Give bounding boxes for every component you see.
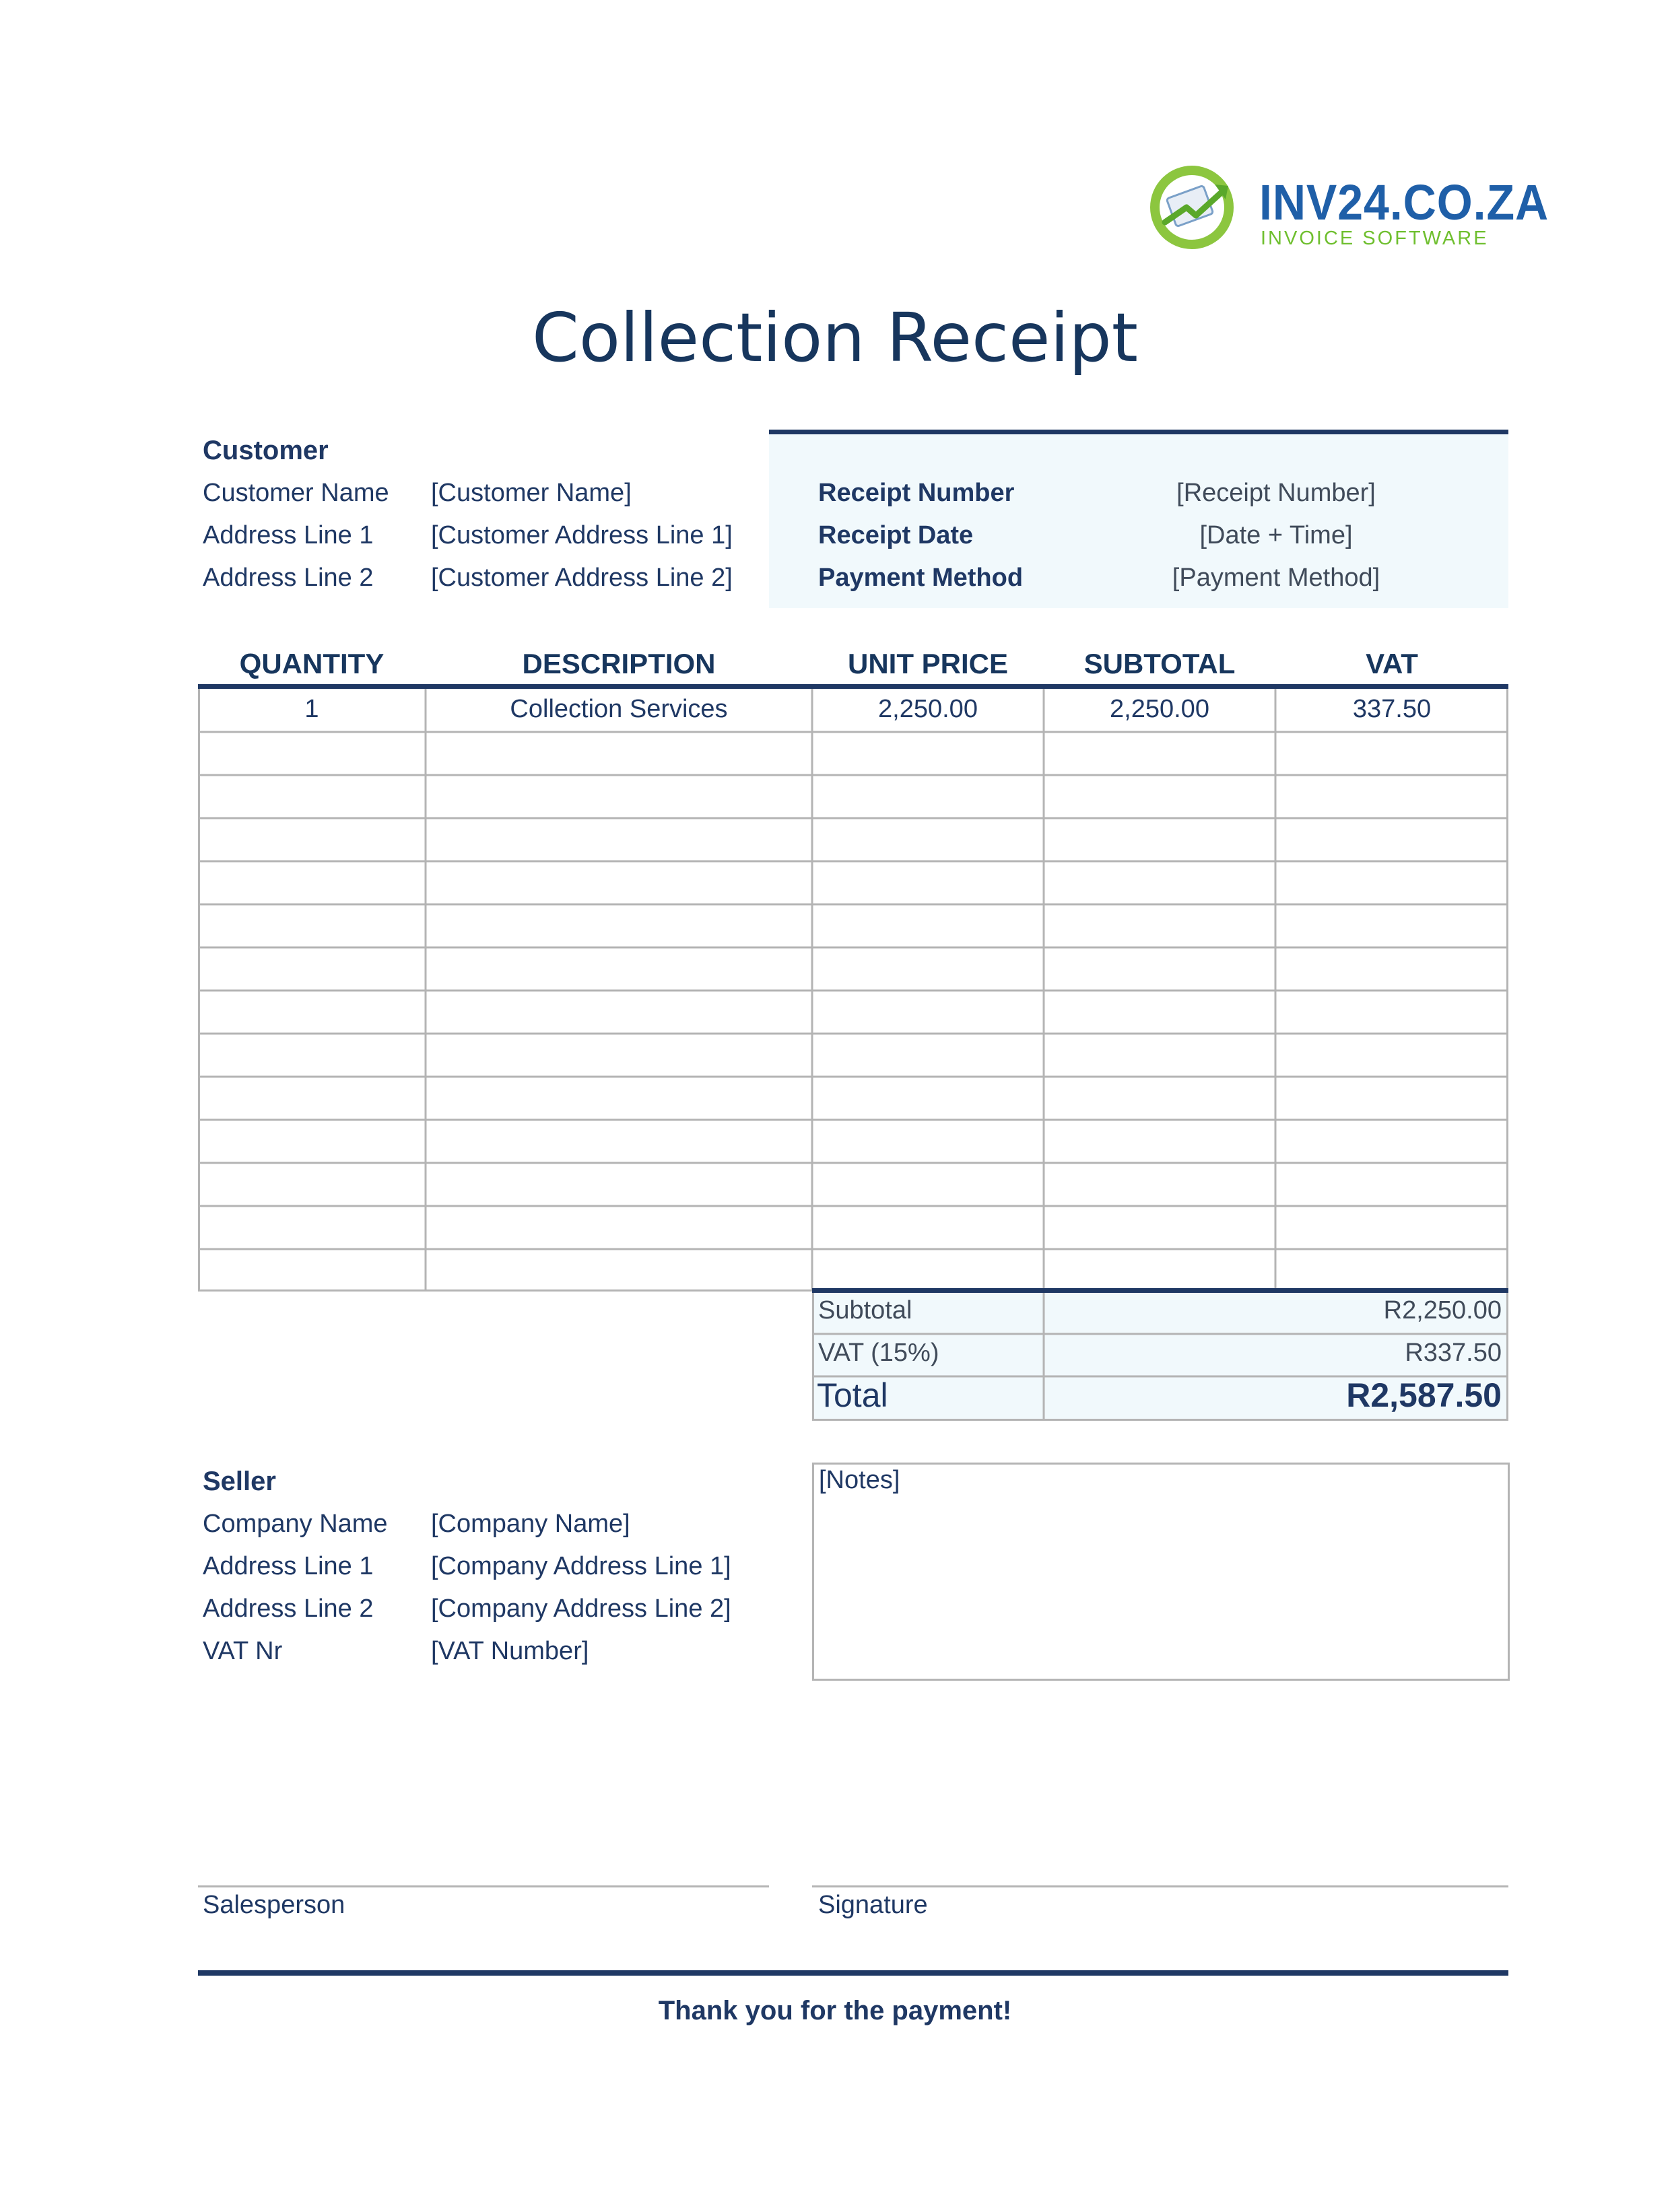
column-header-quantity: QUANTITY: [239, 648, 385, 679]
table-header-rule: [198, 684, 1508, 689]
vat-number-value: [VAT Number]: [431, 1637, 589, 1665]
seller-heading: Seller: [203, 1467, 276, 1496]
total-value: R2,587.50: [1346, 1376, 1502, 1414]
page-title: Collection Receipt: [532, 298, 1138, 377]
receipt-date-label: Receipt Date: [818, 521, 974, 549]
salesperson-label: Salesperson: [203, 1891, 345, 1919]
logo-name: INV24.CO.ZA: [1259, 174, 1549, 230]
notes-box: [812, 1463, 1510, 1681]
receipt-date-value: [Date + Time]: [1199, 521, 1353, 549]
payment-method-value: [Payment Method]: [1172, 564, 1380, 592]
vat-value: R337.50: [1405, 1339, 1502, 1367]
totals-rule: [812, 1288, 1508, 1293]
vat-label: VAT (15%): [818, 1339, 939, 1367]
items-table-grid: [198, 689, 1508, 1292]
salesperson-line: [198, 1885, 769, 1887]
company-name-value: [Company Name]: [431, 1510, 630, 1538]
signature-line: [812, 1885, 1508, 1887]
column-header-vat: VAT: [1366, 648, 1418, 679]
payment-method-label: Payment Method: [818, 564, 1024, 592]
receipt-number-label: Receipt Number: [818, 479, 1015, 507]
customer-address-2-value: [Customer Address Line 2]: [431, 564, 733, 592]
item-vat: 337.50: [1352, 695, 1432, 723]
subtotal-value: R2,250.00: [1383, 1296, 1502, 1325]
company-address-2-label: Address Line 2: [203, 1595, 374, 1623]
customer-address-1-value: [Customer Address Line 1]: [431, 521, 733, 549]
signature-label: Signature: [818, 1891, 928, 1919]
company-address-1-label: Address Line 1: [203, 1552, 374, 1580]
company-name-label: Company Name: [203, 1510, 388, 1538]
item-unit-price: 2,250.00: [878, 695, 978, 723]
column-header-description: DESCRIPTION: [522, 648, 716, 679]
subtotal-label: Subtotal: [818, 1296, 912, 1325]
receipt-number-value: [Receipt Number]: [1176, 479, 1376, 507]
notes-text: [Notes]: [819, 1466, 900, 1494]
item-quantity: 1: [304, 695, 319, 723]
item-subtotal: 2,250.00: [1110, 695, 1209, 723]
company-address-2-value: [Company Address Line 2]: [431, 1595, 731, 1623]
item-description: Collection Services: [510, 695, 728, 723]
vat-number-label: VAT Nr: [203, 1637, 283, 1665]
logo-tagline: INVOICE SOFTWARE: [1261, 228, 1489, 249]
total-label: Total: [817, 1376, 888, 1414]
thank-you-message: Thank you for the payment!: [658, 1996, 1012, 2025]
customer-heading: Customer: [203, 436, 329, 465]
company-address-1-value: [Company Address Line 1]: [431, 1552, 731, 1580]
footer-rule: [198, 1970, 1508, 1976]
column-header-unit-price: UNIT PRICE: [847, 648, 1008, 679]
customer-address-1-label: Address Line 1: [203, 521, 374, 549]
customer-address-2-label: Address Line 2: [203, 564, 374, 592]
customer-name-label: Customer Name: [203, 479, 389, 507]
column-header-subtotal: SUBTOTAL: [1083, 648, 1236, 679]
customer-name-value: [Customer Name]: [431, 479, 632, 507]
